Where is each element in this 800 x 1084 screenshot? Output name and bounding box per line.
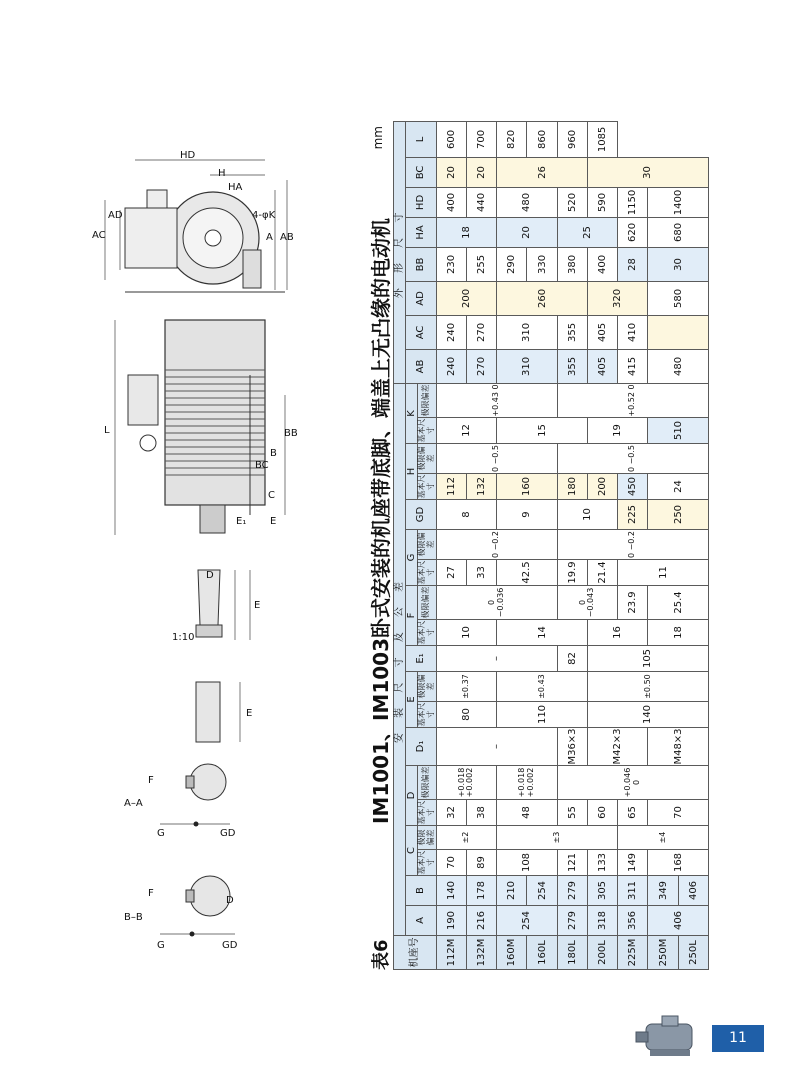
cell-b: 254 bbox=[527, 876, 557, 906]
col-h: H bbox=[406, 444, 418, 500]
label-h: H bbox=[218, 168, 226, 179]
cell-a: 318 bbox=[587, 906, 617, 936]
h-limit: 极限偏差 bbox=[418, 444, 437, 474]
cell-h-tol: 0 −0.5 bbox=[436, 444, 557, 474]
col-bc: BC bbox=[406, 157, 437, 187]
label-ad: AD bbox=[108, 210, 123, 221]
cell-ha: 20 bbox=[497, 217, 558, 247]
label-g-aa: G bbox=[157, 828, 165, 839]
cell-g: 27 bbox=[436, 560, 466, 586]
cell-k: 24 bbox=[648, 474, 709, 500]
col-k: K bbox=[406, 383, 418, 443]
cell-d: 38 bbox=[466, 800, 496, 826]
cell-d: 70 bbox=[648, 800, 709, 826]
cell-d1: – bbox=[436, 728, 557, 766]
cell-ac: 415 bbox=[618, 349, 648, 383]
cell-d1: M36×3 bbox=[557, 728, 587, 766]
g-limit: 极限偏差 bbox=[418, 530, 437, 560]
label-b: B bbox=[270, 448, 277, 459]
cell-d1: M42×3 bbox=[587, 728, 648, 766]
label-f-bb: F bbox=[148, 888, 154, 899]
cell-ad bbox=[648, 315, 709, 349]
cell-ad: 200 bbox=[436, 281, 497, 315]
label-g-bb: G bbox=[157, 940, 165, 951]
cell-frame: 250M bbox=[648, 936, 678, 970]
cell-frame: 160M bbox=[497, 936, 527, 970]
cell-f-tol: 0 −0.036 bbox=[436, 586, 557, 620]
cell-d-tol: +0.046 0 bbox=[557, 766, 708, 800]
label-e-taper: E bbox=[254, 600, 261, 611]
cell-l: 600 bbox=[436, 121, 466, 157]
cell-f: 18 bbox=[648, 620, 709, 646]
cell-ac: 355 bbox=[557, 315, 587, 349]
cell-g: 21.4 bbox=[587, 560, 617, 586]
cell-h: 180 bbox=[557, 474, 587, 500]
cell-hd: 620 bbox=[618, 217, 648, 247]
cell-frame: 160L bbox=[527, 936, 557, 970]
cell-bb: 410 bbox=[618, 315, 648, 349]
cell-frame: 200L bbox=[587, 936, 617, 970]
cell-l: 1150 bbox=[618, 187, 648, 217]
h-basic: 基本尺寸 bbox=[417, 474, 435, 499]
cell-c-tol: ±2 bbox=[436, 826, 497, 850]
cell-h: 132 bbox=[466, 474, 496, 500]
d-limit: 极限偏差 bbox=[418, 766, 437, 800]
cell-bc: 26 bbox=[497, 157, 588, 187]
cell-k-tol: +0.52 0 bbox=[557, 383, 708, 417]
cell-f: 16 bbox=[587, 620, 648, 646]
label-e: E bbox=[270, 516, 277, 527]
unit-label: mm bbox=[371, 126, 385, 150]
c-basic: 基本尺寸 bbox=[417, 850, 435, 875]
d-basic: 基本尺寸 bbox=[417, 800, 435, 825]
cell-ab: 450 bbox=[618, 474, 648, 500]
f-limit: 极限偏差 bbox=[418, 586, 437, 620]
cell-hd: 590 bbox=[587, 187, 617, 217]
col-frame: 机座号 bbox=[394, 936, 437, 970]
label-d-taper: D bbox=[206, 570, 214, 581]
cell-frame: 250L bbox=[678, 936, 708, 970]
cell-frame: 132M bbox=[466, 936, 496, 970]
cell-a: 279 bbox=[557, 906, 587, 936]
cell-bb: 400 bbox=[587, 247, 617, 281]
cell-h: 225 bbox=[618, 500, 648, 530]
cell-ac: 240 bbox=[436, 315, 466, 349]
cell-l: 700 bbox=[466, 121, 496, 157]
cell-e: 110 bbox=[497, 702, 588, 728]
cell-l: 860 bbox=[527, 121, 557, 157]
cell-bc: 20 bbox=[466, 157, 496, 187]
cell-b: 279 bbox=[557, 876, 587, 906]
cell-bc: 20 bbox=[436, 157, 466, 187]
cell-ad: 260 bbox=[497, 281, 588, 315]
cell-hd: 520 bbox=[557, 187, 587, 217]
cell-d: 65 bbox=[618, 800, 648, 826]
cell-ha: 18 bbox=[436, 217, 497, 247]
cell-bb: 230 bbox=[436, 247, 466, 281]
col-ab: AB bbox=[406, 349, 437, 383]
label-bc: BC bbox=[255, 460, 269, 471]
label-4k: 4-φK bbox=[252, 210, 276, 221]
cell-f-tol: 0 −0.043 bbox=[557, 586, 618, 620]
cell-e-tol: ±0.37 bbox=[436, 672, 497, 702]
g-basic: 基本尺寸 bbox=[417, 560, 435, 585]
cell-c-tol: ±3 bbox=[497, 826, 618, 850]
col-ha: HA bbox=[406, 217, 437, 247]
col-b: B bbox=[406, 876, 437, 906]
cell-g: 19.9 bbox=[557, 560, 587, 586]
k-basic: 基本尺寸 bbox=[417, 418, 435, 443]
label-ac: AC bbox=[92, 230, 106, 241]
label-e-cyl: E bbox=[246, 708, 253, 719]
cell-gd: 9 bbox=[497, 500, 558, 530]
cell-ab: 240 bbox=[436, 349, 466, 383]
cell-k-tol: +0.43 0 bbox=[436, 383, 557, 417]
cell-ha: 25 bbox=[557, 217, 618, 247]
cell-g-tol: 0 −0.2 bbox=[436, 530, 557, 560]
label-section-bb: B–B bbox=[124, 912, 143, 923]
cell-hd: 400 bbox=[436, 187, 466, 217]
cell-f: 14 bbox=[497, 620, 588, 646]
cell-d: 60 bbox=[587, 800, 617, 826]
cell-ab: 355 bbox=[557, 349, 587, 383]
f-basic: 基本尺寸 bbox=[417, 620, 435, 645]
cell-l: 820 bbox=[497, 121, 527, 157]
cell-g-tol: 0 −0.2 bbox=[557, 530, 708, 560]
cell-l: 960 bbox=[557, 121, 587, 157]
col-d1: D₁ bbox=[406, 728, 437, 766]
table-row bbox=[436, 121, 466, 969]
col-g: G bbox=[406, 530, 418, 586]
cell-hd: 680 bbox=[648, 217, 709, 247]
cell-ad: 320 bbox=[587, 281, 648, 315]
cell-bc: 30 bbox=[587, 157, 708, 187]
cell-frame: 225M bbox=[618, 936, 648, 970]
label-gd-bb: GD bbox=[222, 940, 238, 951]
cell-gd: 8 bbox=[436, 500, 497, 530]
cell-bb: 580 bbox=[648, 281, 709, 315]
cell-e: 140 bbox=[587, 702, 708, 728]
label-c: C bbox=[268, 490, 275, 501]
e-limit: 极限偏差 bbox=[418, 672, 437, 702]
cell-ab: 405 bbox=[587, 349, 617, 383]
cell-h-tol: 0 −0.5 bbox=[557, 444, 708, 474]
col-a: A bbox=[406, 906, 437, 936]
k-limit: 极限偏差 bbox=[418, 383, 437, 417]
cell-ha: 30 bbox=[648, 247, 709, 281]
cell-g: 42.5 bbox=[497, 560, 558, 586]
cell-ac: 270 bbox=[466, 315, 496, 349]
cell-c: 70 bbox=[436, 850, 466, 876]
cell-gd: 11 bbox=[618, 560, 709, 586]
cell-k: 15 bbox=[497, 418, 588, 444]
cell-k: 12 bbox=[436, 418, 497, 444]
label-d-bb: D bbox=[226, 895, 234, 906]
e-basic: 基本尺寸 bbox=[417, 702, 435, 727]
cell-ha: 28 bbox=[618, 247, 648, 281]
label-e1: E₁ bbox=[236, 516, 247, 527]
col-c: C bbox=[406, 826, 418, 876]
label-bb: BB bbox=[284, 428, 298, 439]
label-taper: 1:10 bbox=[172, 632, 195, 643]
cell-bb: 255 bbox=[466, 247, 496, 281]
cell-g: 23.9 bbox=[618, 586, 648, 620]
col-f: F bbox=[406, 586, 418, 646]
col-e1: E₁ bbox=[406, 646, 437, 672]
group-install: 安 装 尺 寸 及 公 差 bbox=[394, 383, 406, 935]
cell-c: 89 bbox=[466, 850, 496, 876]
label-f-aa: F bbox=[148, 775, 154, 786]
cell-h: 200 bbox=[587, 474, 617, 500]
col-ad: AD bbox=[406, 281, 437, 315]
label-l: L bbox=[104, 425, 110, 436]
cell-b: 349 bbox=[648, 876, 678, 906]
cell-a: 216 bbox=[466, 906, 496, 936]
table-title: IM1001、IM1003卧式安装的机座带底脚、端盖上无凸缘的电动机 bbox=[369, 218, 393, 825]
c-limit: 极限偏差 bbox=[418, 826, 437, 850]
table-label: 表6 bbox=[371, 939, 392, 970]
col-e: E bbox=[406, 672, 418, 728]
cell-hd: 440 bbox=[466, 187, 496, 217]
cell-b: 406 bbox=[678, 876, 708, 906]
cell-c: 133 bbox=[587, 850, 617, 876]
cell-frame: 112M bbox=[436, 936, 466, 970]
label-section-aa: A–A bbox=[124, 798, 143, 809]
cell-h: 112 bbox=[436, 474, 466, 500]
cell-h: 160 bbox=[497, 474, 558, 500]
cell-e1: – bbox=[436, 646, 557, 672]
cell-ac: 480 bbox=[648, 349, 709, 383]
spec-table-block bbox=[363, 122, 709, 970]
col-hd: HD bbox=[406, 187, 437, 217]
label-hd: HD bbox=[180, 150, 196, 161]
cell-d: 55 bbox=[557, 800, 587, 826]
col-bb: BB bbox=[406, 247, 437, 281]
cell-b: 140 bbox=[436, 876, 466, 906]
label-gd-aa: GD bbox=[220, 828, 236, 839]
group-outline: 外 形 尺 寸 bbox=[394, 121, 406, 383]
col-d: D bbox=[406, 766, 418, 826]
cell-f: 10 bbox=[436, 620, 497, 646]
dimension-table bbox=[393, 121, 709, 970]
cell-bb: 380 bbox=[557, 247, 587, 281]
cell-c: 108 bbox=[497, 850, 558, 876]
cell-a: 190 bbox=[436, 906, 466, 936]
col-l: L bbox=[406, 121, 437, 157]
cell-e1: 105 bbox=[587, 646, 708, 672]
label-a: A bbox=[266, 232, 273, 243]
cell-k: 19 bbox=[587, 418, 648, 444]
cell-b: 305 bbox=[587, 876, 617, 906]
label-ab: AB bbox=[280, 232, 294, 243]
cell-d: 32 bbox=[436, 800, 466, 826]
cell-d-tol: +0.018 +0.002 bbox=[497, 766, 558, 800]
cell-gd: 10 bbox=[557, 500, 618, 530]
cell-d-tol: +0.018 +0.002 bbox=[436, 766, 497, 800]
motor-end-view-drawing bbox=[95, 150, 305, 300]
motor-product-image bbox=[632, 1012, 712, 1062]
cell-c: 149 bbox=[618, 850, 648, 876]
cell-a: 356 bbox=[618, 906, 648, 936]
cell-bb: 330 bbox=[527, 247, 557, 281]
cell-b: 210 bbox=[497, 876, 527, 906]
cell-a: 406 bbox=[648, 906, 709, 936]
col-gd: GD bbox=[406, 500, 437, 530]
cell-e-tol: ±0.50 bbox=[587, 672, 708, 702]
tapered-shaft-drawing bbox=[190, 565, 260, 655]
cell-l: 1085 bbox=[587, 121, 617, 157]
cell-g: 25.4 bbox=[648, 586, 709, 620]
motor-side-view-drawing bbox=[110, 315, 300, 540]
cell-c: 168 bbox=[648, 850, 709, 876]
cell-e1: 82 bbox=[557, 646, 587, 672]
cell-c: 121 bbox=[557, 850, 587, 876]
cell-b: 178 bbox=[466, 876, 496, 906]
label-ha: HA bbox=[228, 182, 243, 193]
cell-e: 80 bbox=[436, 702, 497, 728]
cell-ab: 310 bbox=[497, 349, 558, 383]
cell-d1: M48×3 bbox=[648, 728, 709, 766]
cell-l: 1400 bbox=[648, 187, 709, 217]
cell-bb: 290 bbox=[497, 247, 527, 281]
cell-ab: 510 bbox=[648, 418, 709, 444]
table-title-bar bbox=[363, 122, 393, 970]
cell-a: 254 bbox=[497, 906, 558, 936]
cell-ab: 270 bbox=[466, 349, 496, 383]
cell-g: 33 bbox=[466, 560, 496, 586]
cell-d: 48 bbox=[497, 800, 558, 826]
cell-e-tol: ±0.43 bbox=[497, 672, 588, 702]
cell-ac: 405 bbox=[587, 315, 617, 349]
cell-ac: 310 bbox=[497, 315, 558, 349]
cell-h: 250 bbox=[648, 500, 709, 530]
cell-c-tol: ±4 bbox=[618, 826, 709, 850]
col-ac: AC bbox=[406, 315, 437, 349]
cell-frame: 180L bbox=[557, 936, 587, 970]
cell-hd: 480 bbox=[497, 187, 558, 217]
cell-b: 311 bbox=[618, 876, 648, 906]
page-number: 11 bbox=[712, 1025, 764, 1052]
